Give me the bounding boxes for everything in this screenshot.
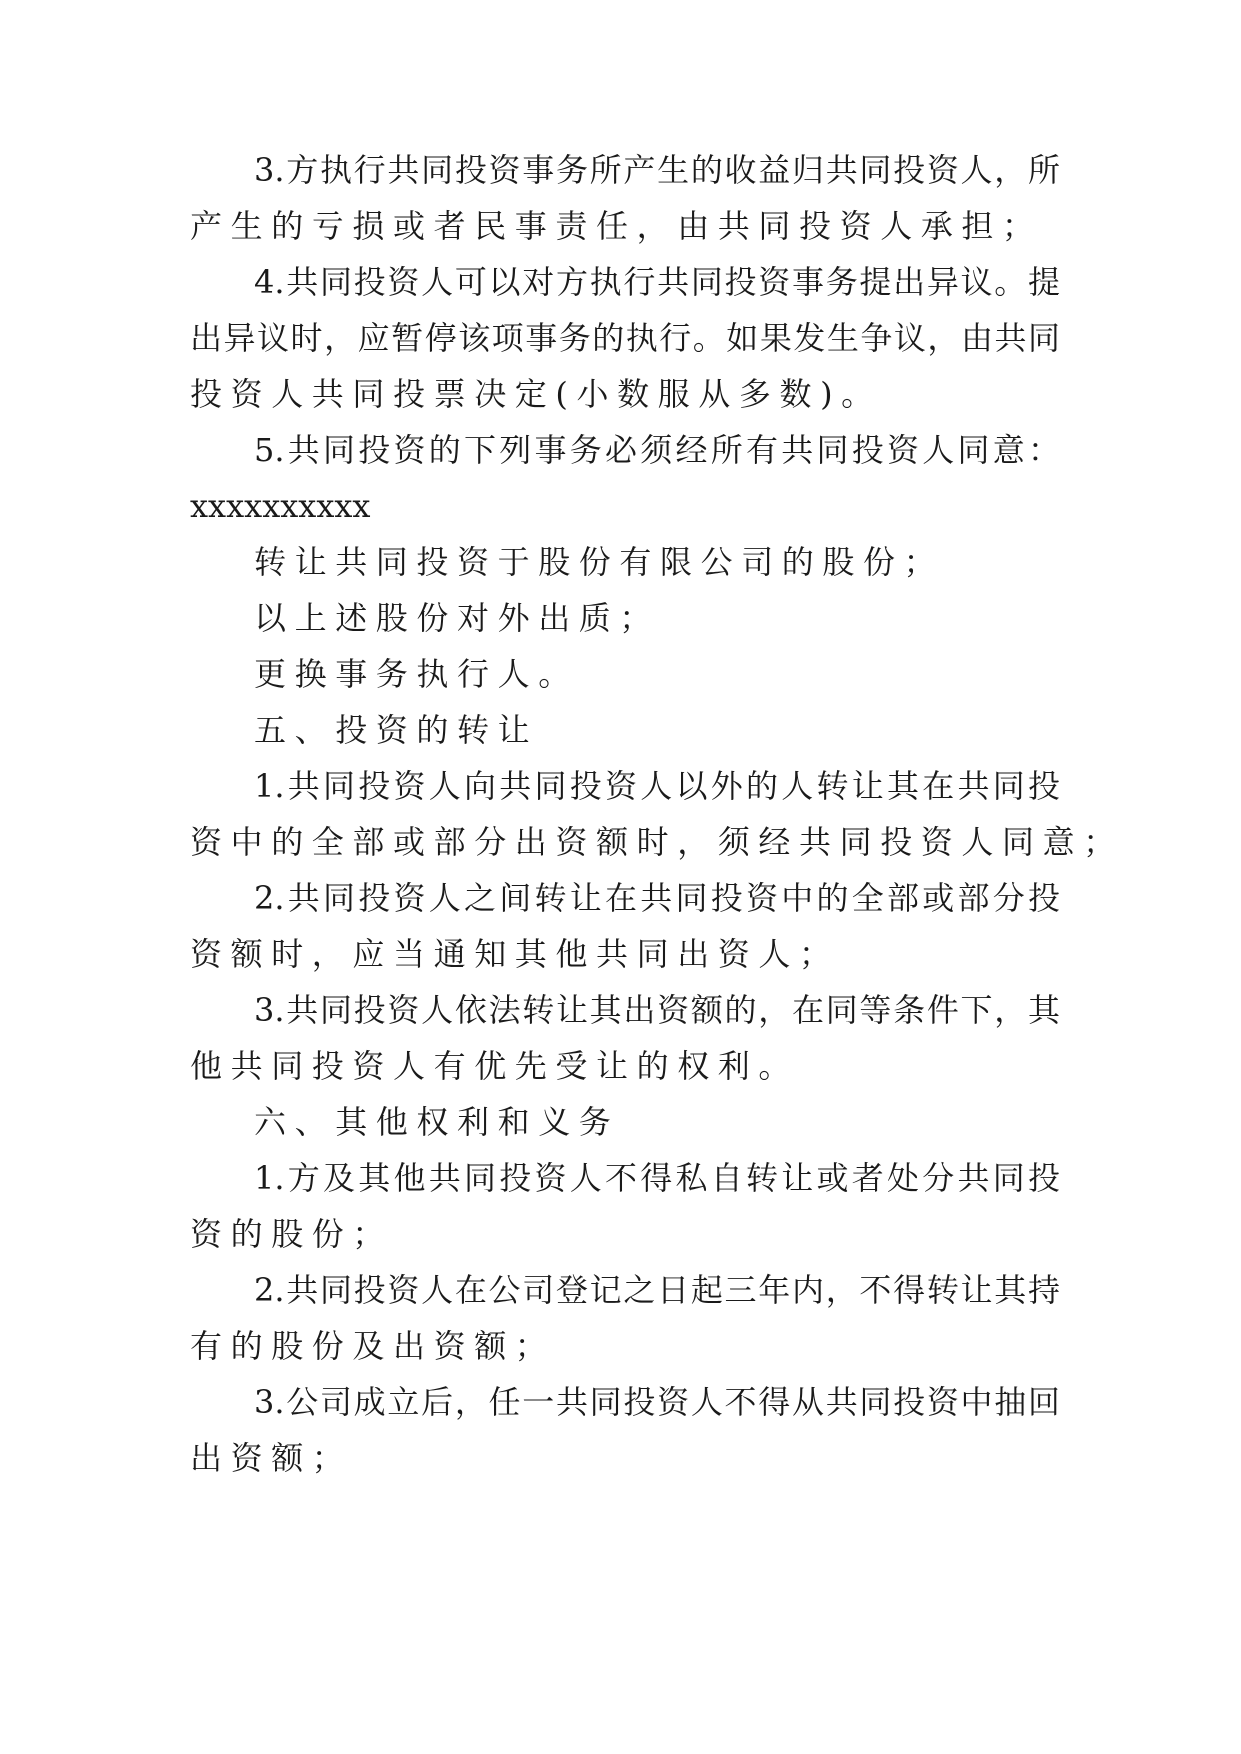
paragraph-4-line-2: 出异议时，应暂停该项事务的执行。如果发生争议，由共同 (190, 319, 1060, 357)
paragraph-4-line-1: 4.共同投资人可以对方执行共同投资事务提出异议。提 (254, 263, 1060, 301)
section-5-item-1-line-2: 资中的全部或部分出资额时，须经共同投资人同意； (190, 823, 1124, 861)
section-5-item-3-line-1: 3.共同投资人依法转让其出资额的，在同等条件下，其 (254, 991, 1060, 1029)
list-item-pledge: 以上述股份对外出质； (254, 599, 661, 637)
section-6-item-3-line-1: 3.公司成立后，任一共同投资人不得从共同投资中抽回 (254, 1383, 1060, 1421)
list-item-transfer: 转让共同投资于股份有限公司的股份； (254, 543, 945, 581)
section-5-item-1-line-1: 1.共同投资人向共同投资人以外的人转让其在共同投 (254, 767, 1060, 805)
paragraph-3-line-2: 产生的亏损或者民事责任，由共同投资人承担； (190, 207, 1043, 245)
section-6-item-2-line-1: 2.共同投资人在公司登记之日起三年内，不得转让其持 (254, 1271, 1060, 1309)
paragraph-5-line-1: 5.共同投资的下列事务必须经所有共同投资人同意： (254, 431, 1060, 469)
paragraph-4-line-3: 投资人共同投票决定(小数服从多数)。 (190, 375, 882, 413)
paragraph-3-line-1: 3.方执行共同投资事务所产生的收益归共同投资人，所 (254, 151, 1060, 189)
section-6-item-1-line-1: 1.方及其他共同投资人不得私自转让或者处分共同投 (254, 1159, 1060, 1197)
section-6-item-2-line-2: 有的股份及出资额； (190, 1327, 556, 1365)
section-5-item-3-line-2: 他共同投资人有优先受让的权利。 (190, 1047, 800, 1085)
paragraph-5-placeholder: xxxxxxxxxx (190, 487, 371, 525)
section-heading-6: 六、其他权利和义务 (254, 1103, 620, 1141)
list-item-replace-executor: 更换事务执行人。 (254, 655, 579, 693)
section-6-item-3-line-2: 出资额； (190, 1439, 353, 1477)
section-5-item-2-line-1: 2.共同投资人之间转让在共同投资中的全部或部分投 (254, 879, 1060, 917)
section-heading-5: 五、投资的转让 (254, 711, 539, 749)
section-5-item-2-line-2: 资额时，应当通知其他共同出资人； (190, 935, 840, 973)
section-6-item-1-line-2: 资的股份； (190, 1215, 394, 1253)
